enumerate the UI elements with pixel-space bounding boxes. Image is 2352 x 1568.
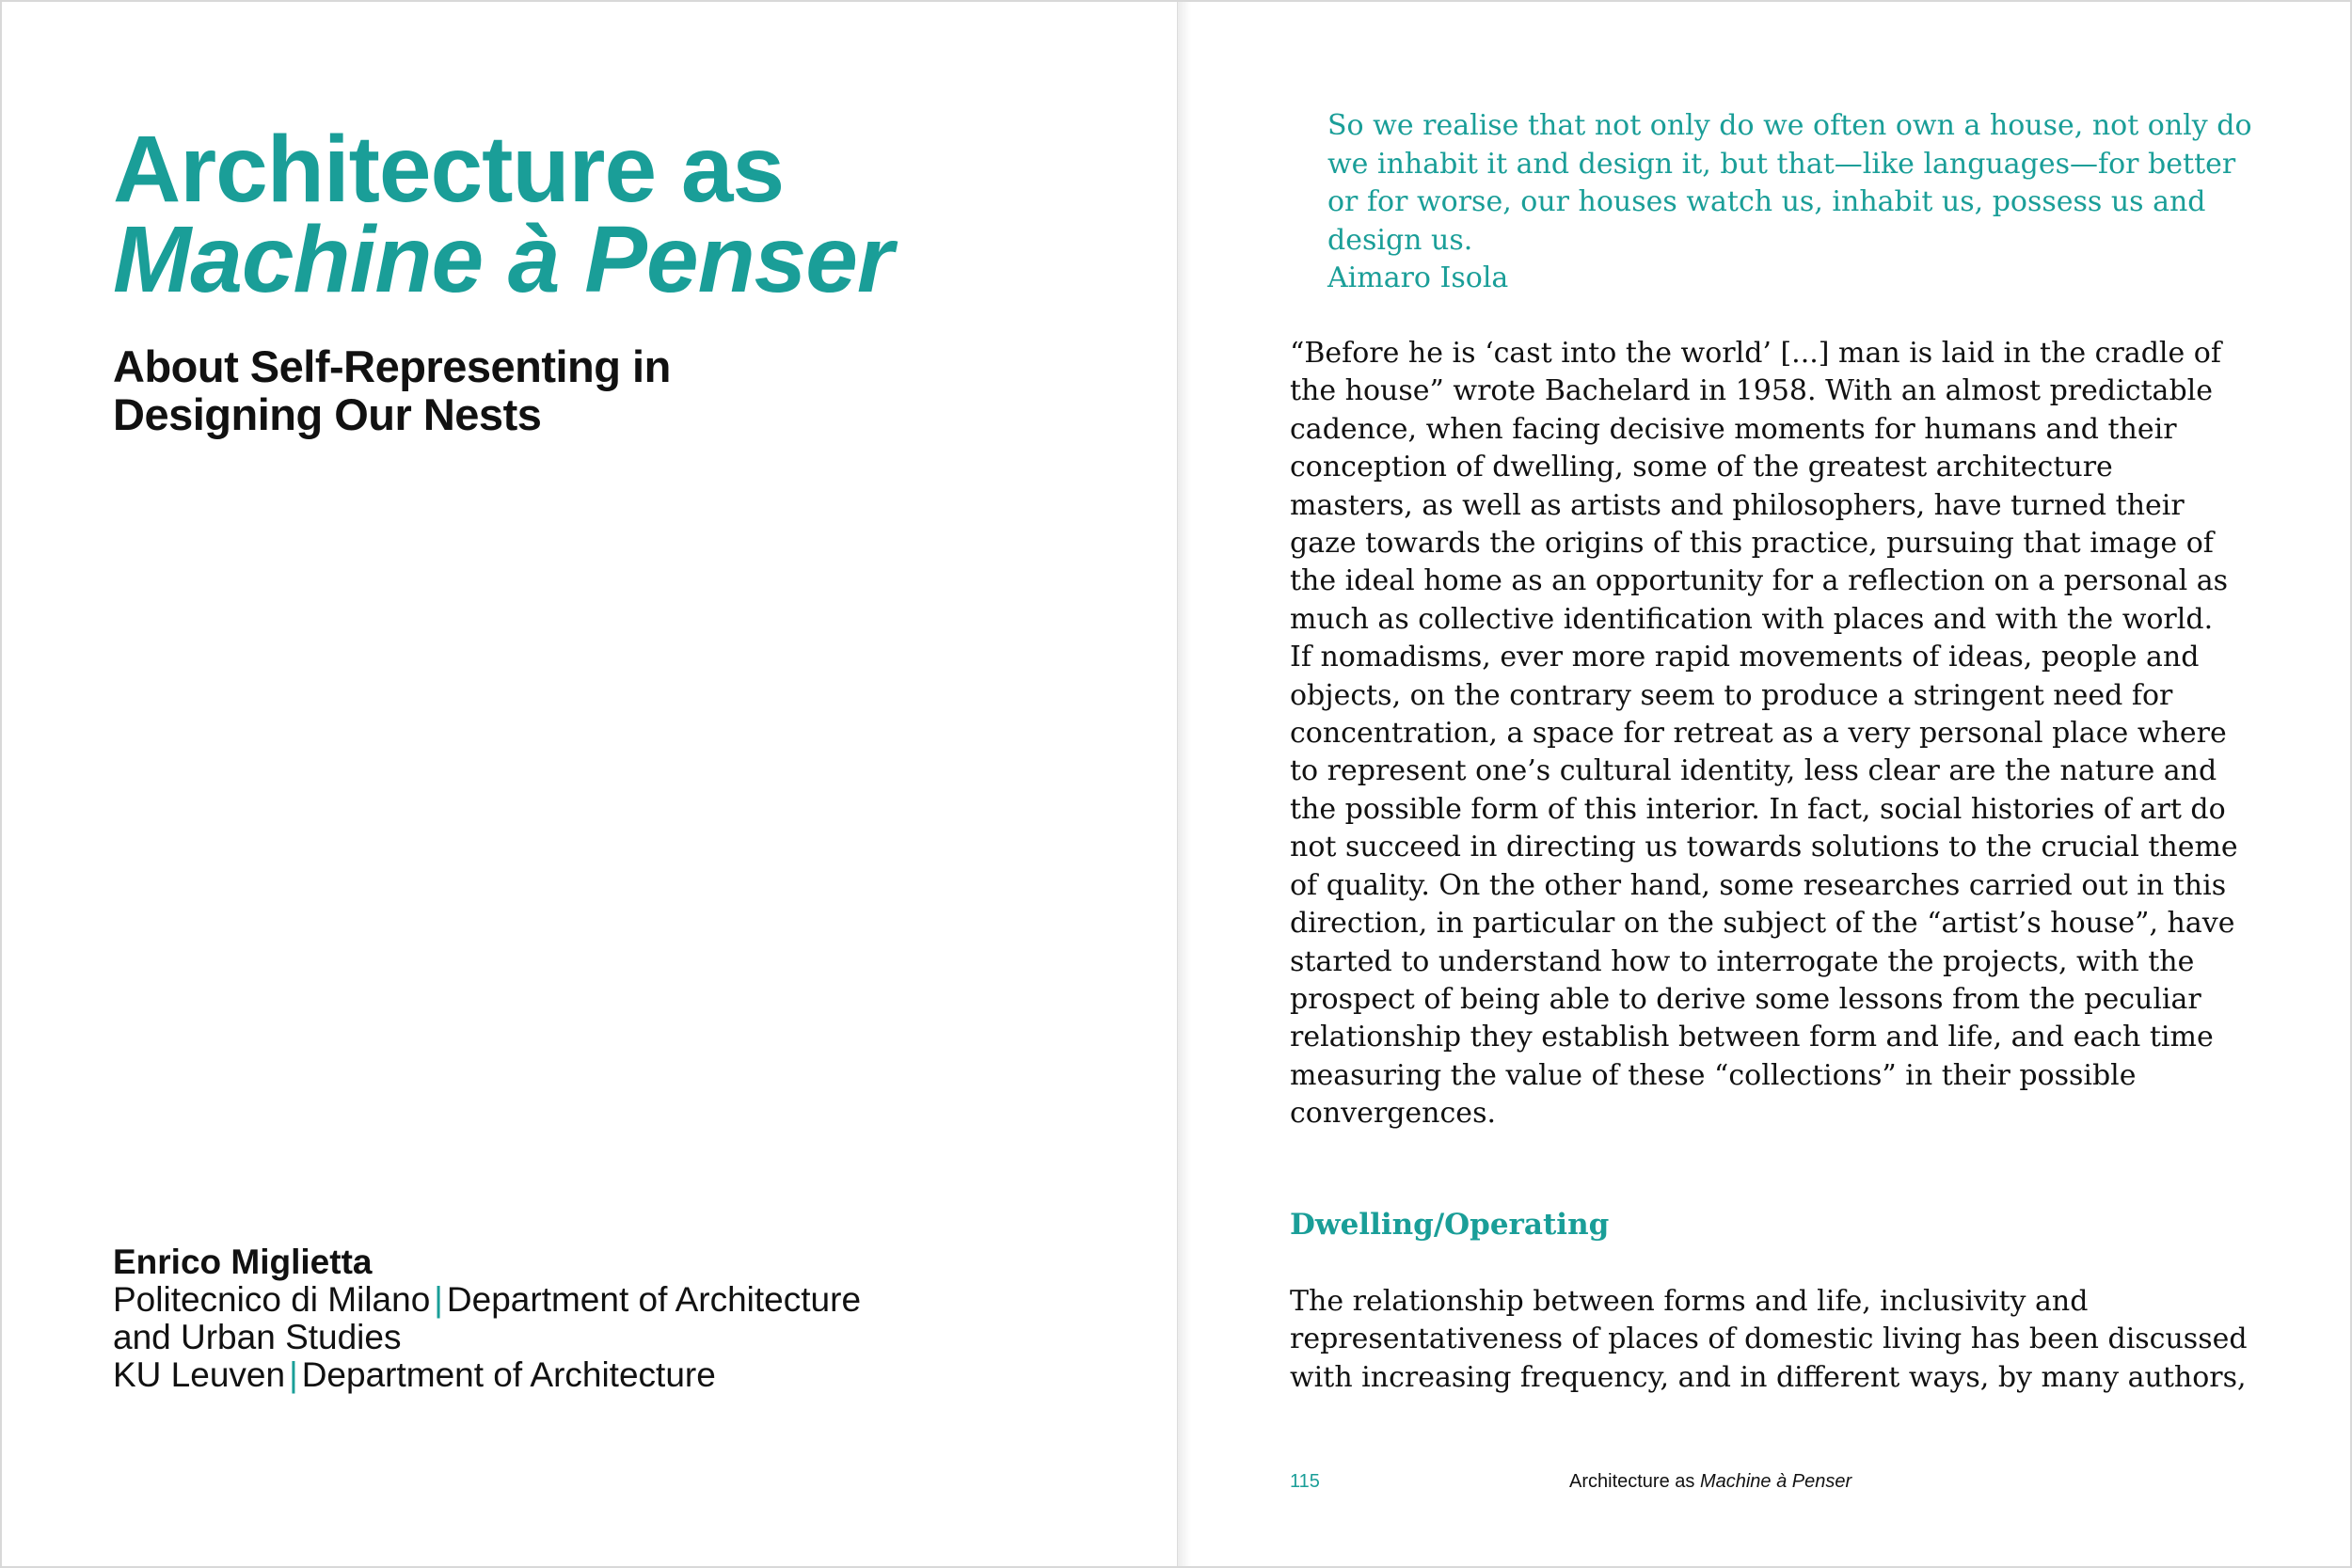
subtitle-line-1: About Self-Representing in xyxy=(113,341,671,391)
text-line: prospect of being able to derive some lessons from the peculiar xyxy=(1290,982,2201,1016)
text-line: masters, as well as artists and philosophers, have turned their xyxy=(1290,488,2185,522)
text-line: concentration, a space for retreat as a very personal place where xyxy=(1290,717,2227,751)
text-line: representativeness of places of domestic living has been discussed xyxy=(1290,1323,2248,1356)
text-line: gaze towards the origins of this practice, pursuing that image of xyxy=(1290,527,2214,561)
body-paragraph xyxy=(1290,335,2238,1133)
epigraph-line: we inhabit it and design it, but that—like languages—for better xyxy=(1327,147,2236,181)
text-line: to represent one’s cultural identity, less clear are the nature and xyxy=(1290,754,2217,788)
text-line: “Before he is ‘cast into the world’ [...] man is laid in the cradle of xyxy=(1290,337,2221,370)
right-page xyxy=(1179,2,2352,1566)
affiliation-2 xyxy=(113,1356,861,1394)
text-line: the ideal home as an opportunity for a reflection on a personal as xyxy=(1290,564,2229,598)
section-paragraph xyxy=(1290,1283,2248,1397)
text-line: with increasing frequency, and in different ways, by many authors, xyxy=(1290,1360,2247,1394)
subtitle-line-2: Designing Our Nests xyxy=(113,389,542,439)
section-heading: Dwelling/Operating xyxy=(1290,1208,1610,1242)
text-line: objects, on the contrary seem to produce a stringent need for xyxy=(1290,678,2173,712)
text-line: of quality. On the other hand, some researches carried out in this xyxy=(1290,868,2227,902)
epigraph-line: So we realise that not only do we often own a house, not only do xyxy=(1327,109,2252,142)
author-block xyxy=(113,1243,861,1394)
affiliation-1-department: Department of Architecture xyxy=(446,1280,862,1319)
text-line: cadence, when facing decisive moments for humans and their xyxy=(1290,412,2177,446)
text-line: the house” wrote Bachelard in 1958. With an almost predictable xyxy=(1290,374,2213,408)
epigraph-attribution: Aimaro Isola xyxy=(1327,261,1509,294)
chapter-title xyxy=(113,117,893,312)
text-line: conception of dwelling, some of the greatest architecture xyxy=(1290,451,2113,484)
title-line-2: Machine à Penser xyxy=(113,207,893,312)
text-line: measuring the value of these “collections” in their possible xyxy=(1290,1058,2137,1092)
author-name: Enrico Miglietta xyxy=(113,1243,373,1281)
text-line: the possible form of this interior. In fact, social histories of art do xyxy=(1290,792,2226,826)
text-line: not succeed in directing us towards solutions to the crucial theme xyxy=(1290,831,2238,864)
text-line: direction, in particular on the subject of the “artist’s house”, have xyxy=(1290,907,2235,941)
separator-bar: | xyxy=(289,1355,298,1394)
epigraph-line: or for worse, our houses watch us, inhabit us, possess us and xyxy=(1327,185,2206,218)
text-line: The relationship between forms and life, inclusivity and xyxy=(1290,1285,2089,1318)
affiliation-2-department: Department of Architecture xyxy=(301,1355,716,1394)
title-line-1: Architecture as xyxy=(113,117,785,222)
chapter-subtitle xyxy=(113,342,671,438)
affiliation-1 xyxy=(113,1281,861,1319)
separator-bar: | xyxy=(434,1280,443,1319)
text-line: convergences. xyxy=(1290,1097,1496,1131)
text-line: relationship they establish between form and life, and each time xyxy=(1290,1021,2214,1054)
page-number: 115 xyxy=(1290,1471,1320,1492)
text-line: If nomadisms, ever more rapid movements of ideas, people and xyxy=(1290,641,2200,674)
running-header xyxy=(1569,1470,1851,1493)
running-header-italic: Machine à Penser xyxy=(1699,1471,1852,1492)
epigraph xyxy=(1327,107,2252,298)
epigraph-line: design us. xyxy=(1327,223,1473,257)
text-line: started to understand how to interrogate the projects, with the xyxy=(1290,944,2195,978)
affiliation-1-institution: Politecnico di Milano xyxy=(113,1280,431,1319)
affiliation-2-institution: KU Leuven xyxy=(113,1355,286,1394)
text-line: much as collective identification with places and with the world. xyxy=(1290,602,2214,636)
left-page xyxy=(2,2,1178,1566)
affiliation-1-continued: and Urban Studies xyxy=(113,1318,402,1356)
running-header-plain: Architecture as xyxy=(1569,1471,1695,1492)
